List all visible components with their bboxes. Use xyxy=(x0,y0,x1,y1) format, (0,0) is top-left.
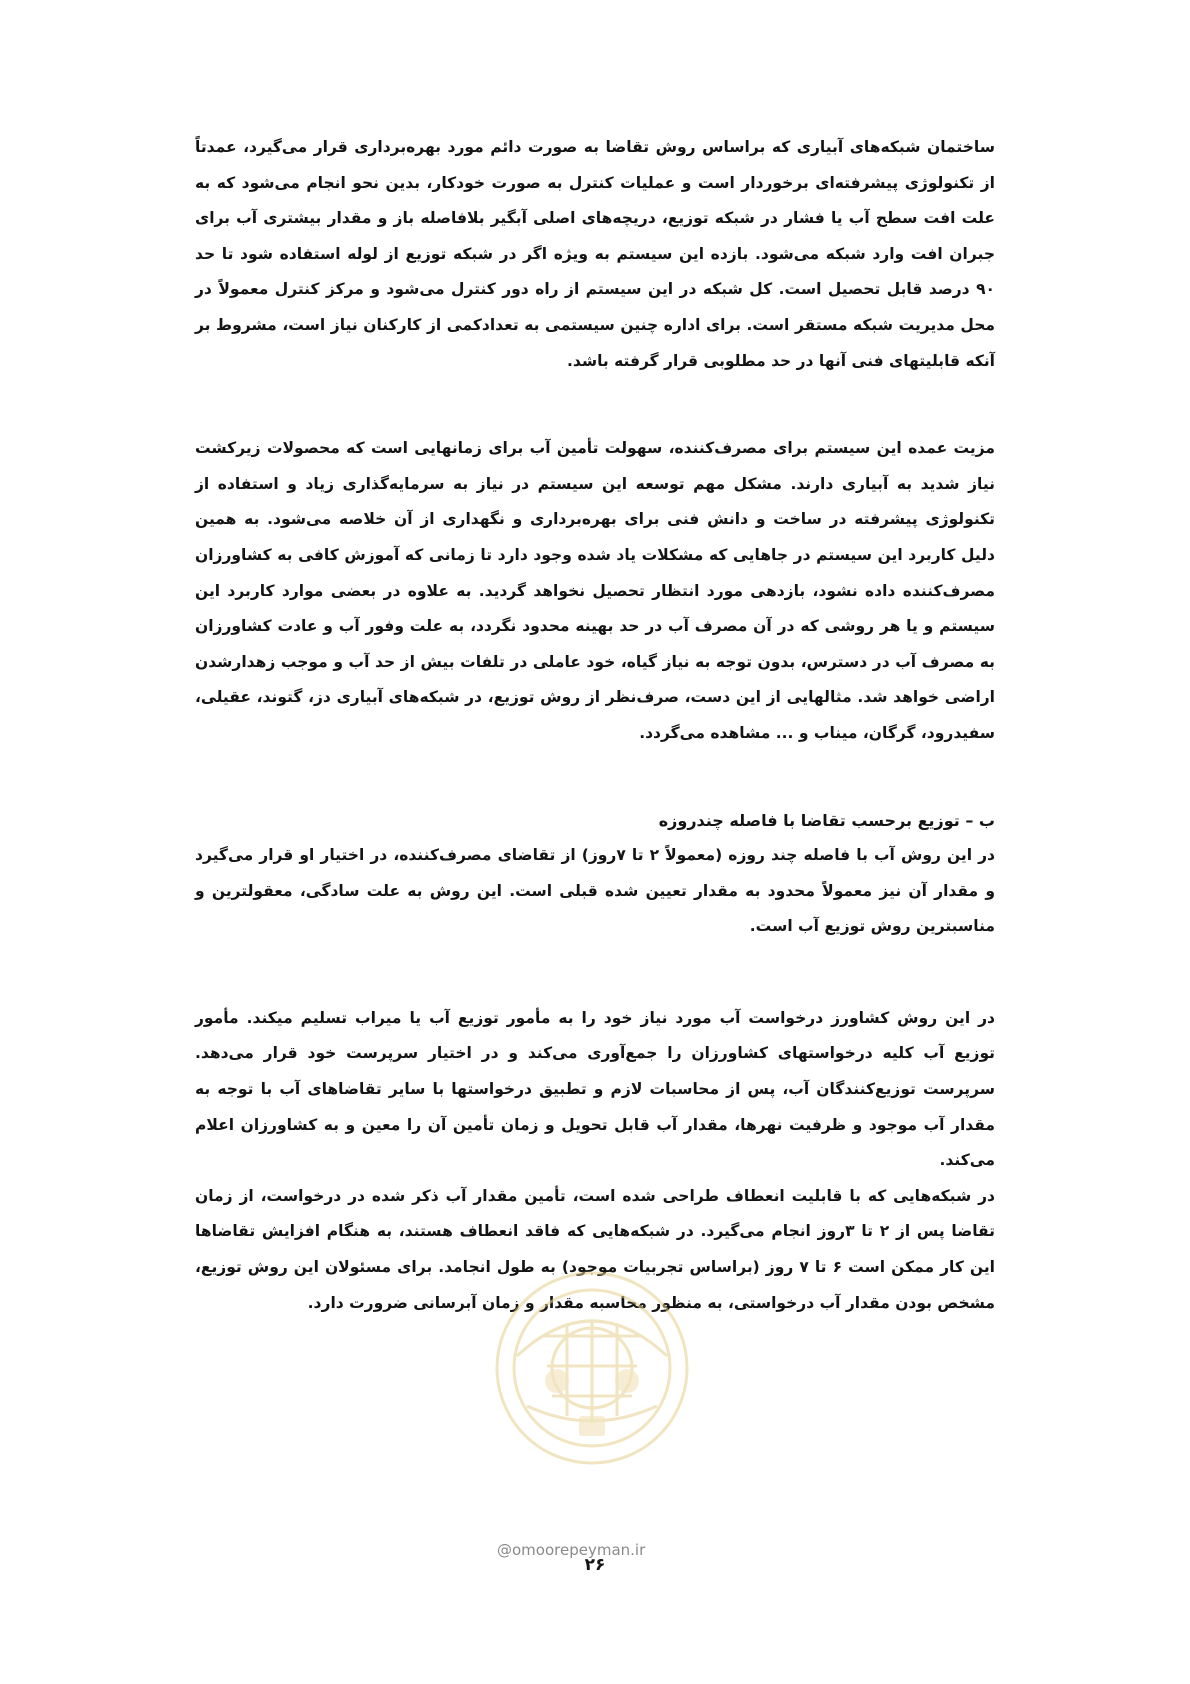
paragraph-spacer xyxy=(195,945,995,1001)
page-number: ۲۶ xyxy=(584,1555,606,1575)
paragraph-spacer xyxy=(195,752,995,803)
paragraph-farmer-request: در این روش کشاورز درخواست آب مورد نیاز خود را به مأمور توزیع آب یا میراب تسلیم میکند. مأمور توزیع آب کلیه درخواستهای کشاورزان را جمع‌آوری می‌کند و در اختیار سرپرست خود قرار می‌دهد. سرپرست توزیع‌کنندگان آب، پس از محاسبات لازم و تطبیق درخواستها با سایر تقاضاهای آب با توجه به مقدار آب موجود و ظرفیت نهرها، مقدار آب قابل تحویل و زمان تأمین آن را معین و به کشاورزان اعلام می‌کند. xyxy=(195,1008,995,1170)
paragraph-system-advantages: مزیت عمده این سیستم برای مصرف‌کننده، سهولت تأمین آب برای زمانهایی است که محصولات زیرکشت نیاز شدید به آبیاری دارند. مشکل مهم توسعه این سیستم در نیاز به سرمایه‌گذاری زیاد و استفاده از تکنولوژی پیشرفته در ساخت و دانش فنی برای بهره‌برداری و نگهداری از آن خلاصه می‌شود. به همین دلیل کاربرد این سیستم در جاهایی که مشکلات یاد شده وجود دارد تا زمانی که آموزش کافی به کشاورزان مصرف‌کننده داده نشود، بازدهی مورد انتظار تحصیل نخواهد گردید. به علاوه در بعضی موارد کاربرد این سیستم و یا هر روشی که در آن مصرف آب در حد بهینه محدود نگردد، به علت وفور آب و عادت کشاورزان به مصرف آب در دسترس، بدون توجه به نیاز گیاه، خود عاملی در تلفات بیش از حد آب و موجب زهدارشدن اراضی خواهد شد. مثالهایی از این دست، صرف‌نظر از روش توزیع، در شبکه‌های آبیاری دز، گتوند، عقیلی، سفیدرود، گرگان، میناب و ... مشاهده می‌گردد. xyxy=(195,439,995,742)
paragraph-demand-network-construction: ساختمان شبکه‌های آبیاری که براساس روش تقاضا به صورت دائم مورد بهره‌برداری قرار می‌گیرد، عمدتاً از تکنولوژی پیشرفته‌ای برخوردار است و عملیات کنترل به صورت خودکار، بدین نحو انجام می‌شود که به علت افت سطح آب یا فشار در شبکه توزیع، دریچه‌های اصلی آبگیر بلافاصله باز و مقدار بیشتری آب برای جبران افت وارد شبکه می‌شود. بازده این سیستم به ویژه اگر در شبکه توزیع از لوله استفاده شود تا حد ۹۰ درصد قابل تحصیل است. کل شبکه در این سیستم از راه دور کنترل می‌شود و مرکز کنترل معمولاً در محل مدیریت شبکه مستقر است. برای اداره چنین سیستمی به تعدادکمی از کارکنان نیاز است، مشروط بر آنکه قابلیتهای فنی آنها در حد مطلوبی قرار گرفته باشد. xyxy=(195,138,995,370)
paragraph-spacer xyxy=(195,379,995,431)
paragraph-flexible-networks: در شبکه‌هایی که با قابلیت انعطاف طراحی شده است، تأمین مقدار آب ذکر شده در درخواست، از زمان تقاضا پس از ۲ تا ۳روز انجام می‌گیرد. در شبکه‌هایی که فاقد انعطاف هستند، به هنگام افزایش تقاضاها این کار ممکن است ۶ تا ۷ روز (براساس تجربیات موجود) به طول انجامد. برای مسئولان این روش توزیع، مشخص بودن مقدار آب درخواستی، به منظور محاسبه مقدار و زمان آبرسانی ضرورت دارد. xyxy=(195,1186,995,1312)
watermark-url: @omoorepeyman.ir xyxy=(497,1541,646,1559)
section-heading: ب – توزیع برحسب تقاضا با فاصله چندروزه xyxy=(658,810,995,830)
paragraph-multi-day-method: در این روش آب با فاصله چند روزه (معمولاً ۲ تا ۷روز) از تقاضای مصرف‌کننده، در اختیار او قرار می‌گیرد و مقدار آن نیز معمولاً محدود به مقدار تعیین شده قبلی است. این روش به علت سادگی، معقولترین و مناسبترین روش توزیع آب است. xyxy=(195,846,995,936)
document-body xyxy=(195,130,995,1321)
